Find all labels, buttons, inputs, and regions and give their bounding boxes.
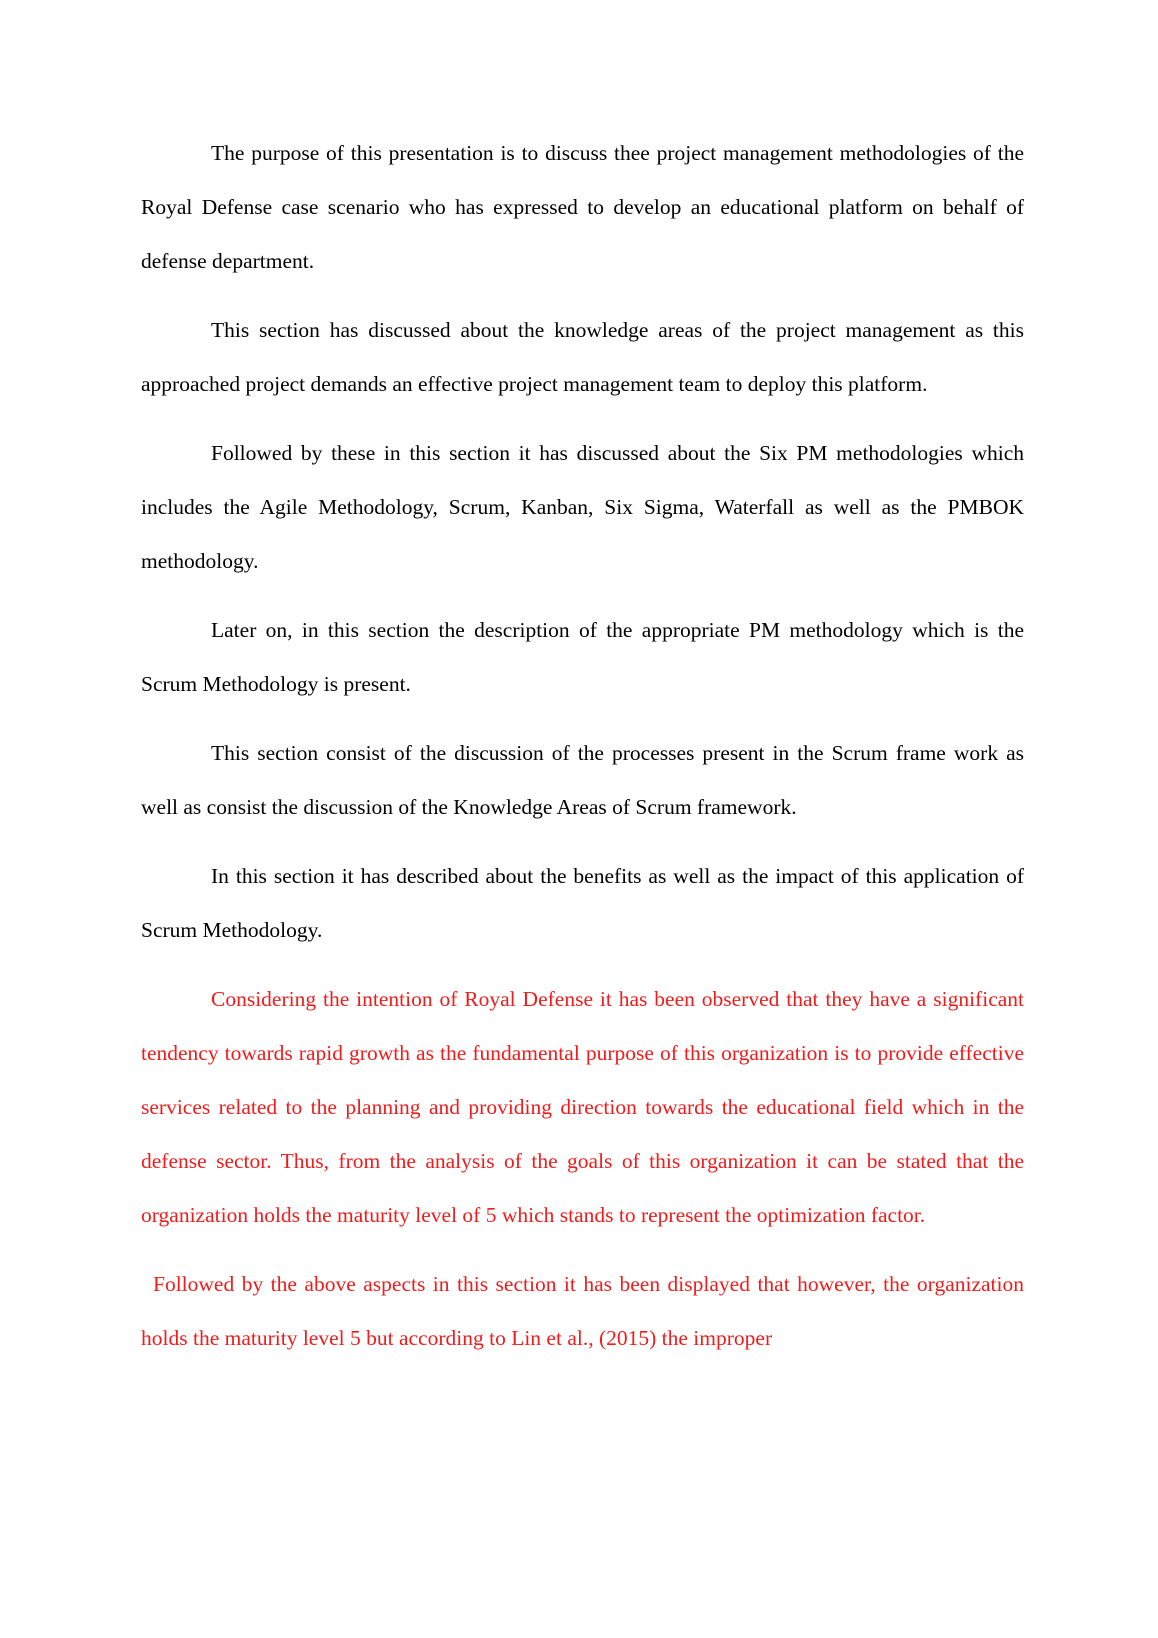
paragraph-maturity-level: Considering the intention of Royal Defense it has been observed that they have a significant tendency towards rapid growth as the fundamental purpose of this organization is to provide effective services related to the planning and providing direction towards the educational field which in the defense sector. Thus, from the analysis of the goals of this organization it can be stated that the organization holds the maturity level of 5 which stands to represent the optimization factor. bbox=[141, 987, 1024, 1227]
paragraph-scrum-selection: Later on, in this section the description of the appropriate PM methodology which is the Scrum Methodology is present. bbox=[141, 618, 1024, 696]
paragraph-scrum-processes: This section consist of the discussion of the processes present in the Scrum frame work as well as consist the discussion of the Knowledge Areas of Scrum framework. bbox=[141, 741, 1024, 819]
document-body bbox=[141, 126, 1024, 1380]
paragraph-six-methodologies: Followed by these in this section it has discussed about the Six PM methodologies which includes the Agile Methodology, Scrum, Kanban, Six Sigma, Waterfall as well as the PMBOK methodology. bbox=[141, 441, 1024, 573]
paragraph-benefits-impact: In this section it has described about the benefits as well as the impact of this application of Scrum Methodology. bbox=[141, 864, 1024, 942]
paragraph-purpose: The purpose of this presentation is to discuss thee project management methodologies of the Royal Defense case scenario who has expressed to develop an educational platform on behalf of defense department. bbox=[141, 141, 1024, 273]
paragraph-improper-maturity: Followed by the above aspects in this section it has been displayed that however, the organization holds the maturity level 5 but according to Lin et al., (2015) the improper bbox=[141, 1272, 1024, 1350]
paragraph-knowledge-areas: This section has discussed about the knowledge areas of the project management as this approached project demands an effective project management team to deploy this platform. bbox=[141, 318, 1024, 396]
